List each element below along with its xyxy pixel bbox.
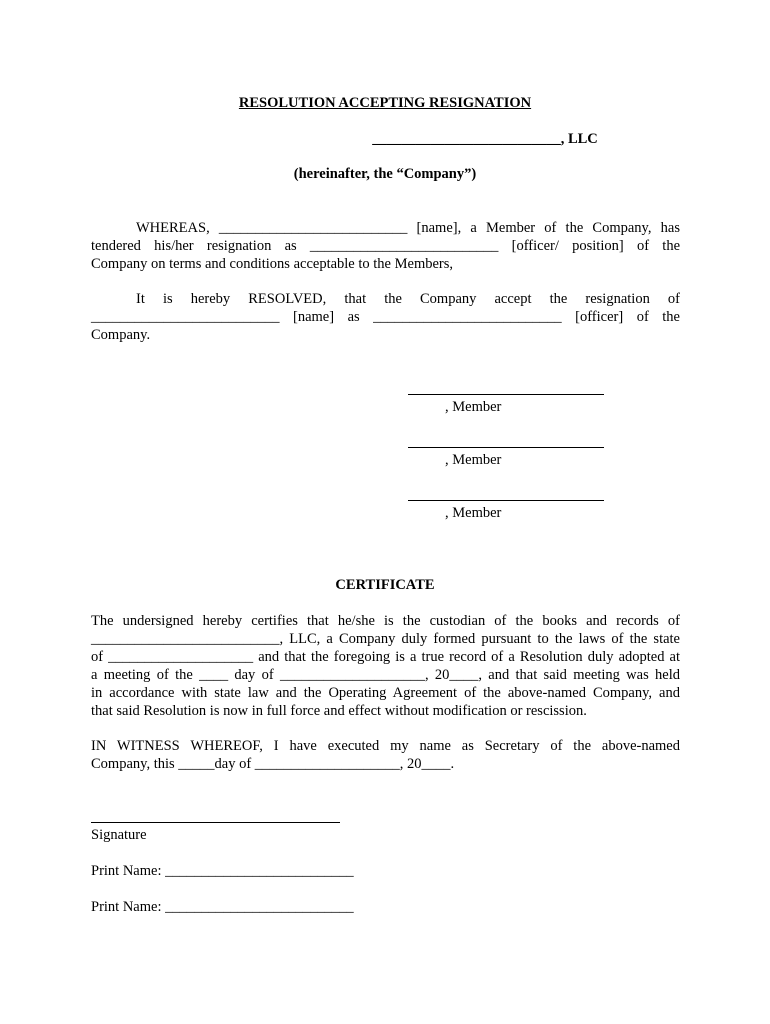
member-label-2: , Member	[445, 452, 502, 468]
member-label-1: , Member	[445, 399, 502, 415]
witness-line-1: IN WITNESS WHEREOF, I have executed my name as Secretary of the above-named	[91, 738, 680, 754]
certificate-line-3: of ____________________ and that the foregoing is a true record of a Resolution duly adopted at	[91, 649, 680, 665]
document-title: RESOLUTION ACCEPTING RESIGNATION	[238, 95, 532, 111]
whereas-line-3: Company on terms and conditions acceptable to the Members,	[91, 256, 454, 272]
certificate-line-2: __________________________, LLC, a Company duly formed pursuant to the laws of the state	[91, 631, 680, 647]
member-signature-line-2	[408, 447, 604, 448]
company-name-line: __________________________, LLC	[372, 131, 598, 147]
signature-line	[91, 822, 340, 823]
certificate-line-5: in accordance with state law and the Operating Agreement of the above-named Company, and	[91, 685, 680, 701]
resolved-line-2: __________________________ [name] as __________________________ [officer] of the	[91, 309, 680, 325]
hereinafter-clause: (hereinafter, the “Company”)	[293, 166, 477, 182]
certificate-line-4: a meeting of the ____ day of ____________________, 20____, and that said meeting was held	[91, 667, 680, 683]
certificate-line-1: The undersigned hereby certifies that he/she is the custodian of the books and records of	[91, 613, 680, 629]
resolved-line-3: Company.	[91, 327, 151, 343]
whereas-line-2: tendered his/her resignation as __________________________ [officer/ position] of the	[91, 238, 680, 254]
member-label-3: , Member	[445, 505, 502, 521]
resolved-line-1: It is hereby RESOLVED, that the Company accept the resignation of	[136, 291, 680, 307]
print-name-2: Print Name: __________________________	[91, 899, 354, 915]
member-signature-line-3	[408, 500, 604, 501]
certificate-heading: CERTIFICATE	[335, 577, 435, 593]
print-name-1: Print Name: __________________________	[91, 863, 354, 879]
certificate-line-6: that said Resolution is now in full force and effect without modification or rescission.	[91, 703, 587, 719]
signature-label: Signature	[91, 827, 147, 843]
whereas-line-1: WHEREAS, __________________________ [name], a Member of the Company, has	[136, 220, 680, 236]
witness-line-2: Company, this _____day of ____________________, 20____.	[91, 756, 455, 772]
member-signature-line-1	[408, 394, 604, 395]
